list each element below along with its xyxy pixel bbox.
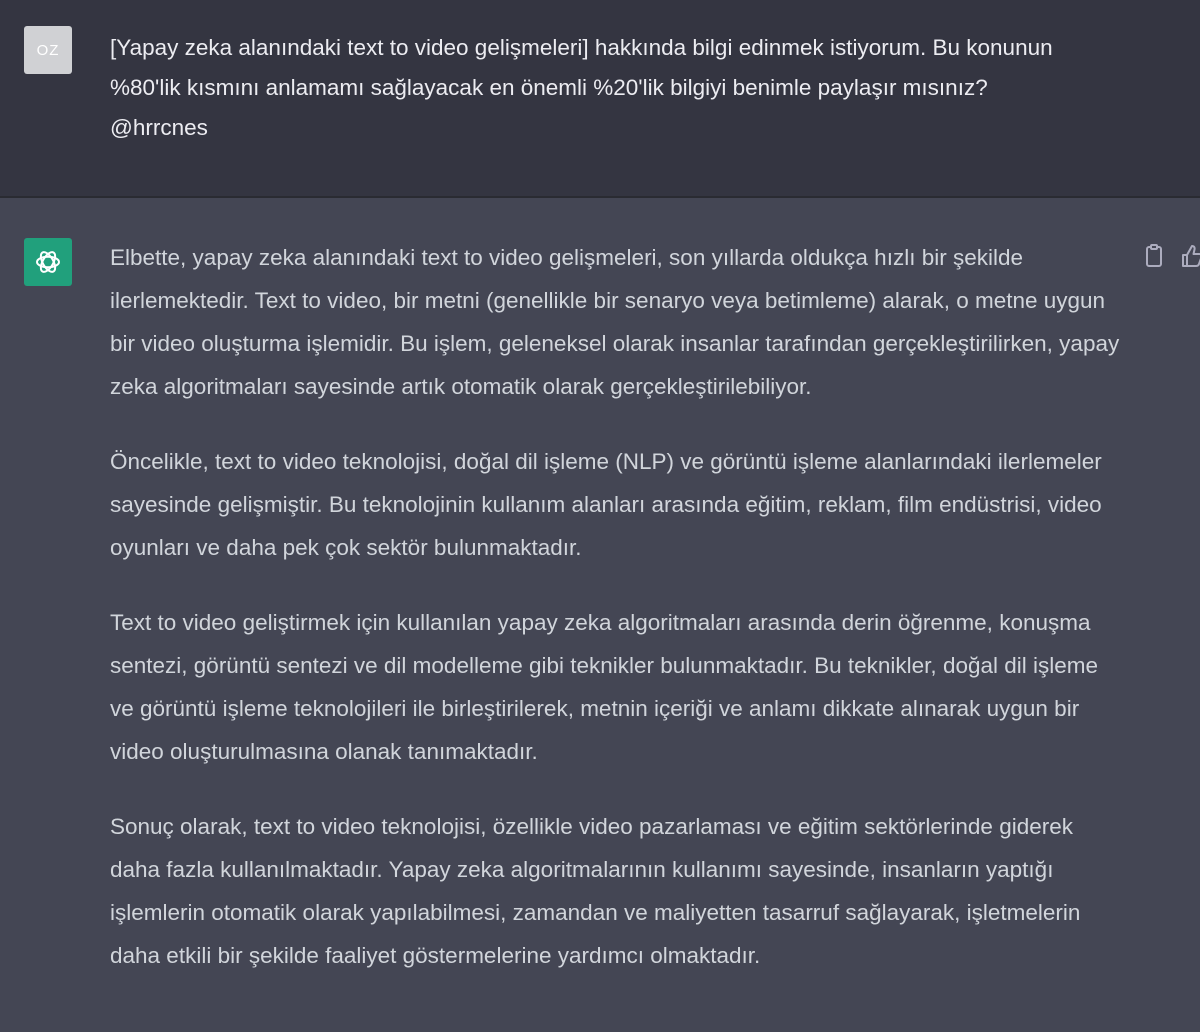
user-avatar <box>24 26 72 74</box>
assistant-paragraph-3: Text to video geliştirmek için kullanılan yapay zeka algoritmaları arasında derin öğrenme, konuşma sentezi, görüntü sentezi ve dil modelleme gibi teknikler bulunmaktadır. Bu teknikler, doğal dil işleme ve görüntü işleme teknolojileri ile birleştirilerek, metnin içeriği ve anlamı dikkate alınarak uygun bir video oluşturulmasına olanak tanımaktadır. <box>110 610 1099 764</box>
assistant-paragraph-4: Sonuç olarak, text to video teknolojisi, özellikle video pazarlaması ve eğitim sektörlerinde giderek daha fazla kullanılmaktadır. Yapay zeka algoritmalarının kullanımı sayesinde, insanların yaptığı işlemlerin otomatik olarak yapılabilmesi, zamandan ve maliyetten tasarruf sağlayarak, işletmelerin daha etkili bir şekilde faaliyet göstermelerine yardımcı olmaktadır. <box>110 814 1081 968</box>
openai-logo-icon <box>24 238 72 286</box>
message-actions <box>1140 242 1200 270</box>
assistant-message-text <box>110 236 1120 1009</box>
thumbs-up-icon[interactable] <box>1178 242 1200 270</box>
assistant-paragraph-2: Öncelikle, text to video teknolojisi, doğal dil işleme (NLP) ve görüntü işleme alanlarındaki ilerlemeler sayesinde gelişmiştir. Bu teknolojinin kullanım alanları arasında eğitim, reklam, film endüstrisi, video oyunları ve daha pek çok sektör bulunmaktadır. <box>110 449 1102 560</box>
user-avatar-initials: OZ <box>36 41 60 59</box>
user-message <box>0 0 1200 198</box>
assistant-paragraph-1: Elbette, yapay zeka alanındaki text to video gelişmeleri, son yıllarda oldukça hızlı bir şekilde ilerlemektedir. Text to video, bir metni (genellikle bir senaryo veya betimleme) alarak, o metne uygun bir video oluşturma işlemidir. Bu işlem, geleneksel olarak insanlar tarafından gerçekleştirilirken, yapay zeka algoritmaları sayesinde artık otomatik olarak gerçekleştirilebiliyor. <box>110 245 1120 399</box>
assistant-message <box>0 198 1200 1032</box>
copy-icon[interactable] <box>1140 242 1168 270</box>
user-message-text: [Yapay zeka alanındaki text to video gelişmeleri] hakkında bilgi edinmek istiyorum. Bu konunun %80'lik kısmını anlamamı sağlayacak en önemli %20'lik bilgiyi benimle paylaşır mısınız? @hrrcnes <box>110 35 1053 140</box>
